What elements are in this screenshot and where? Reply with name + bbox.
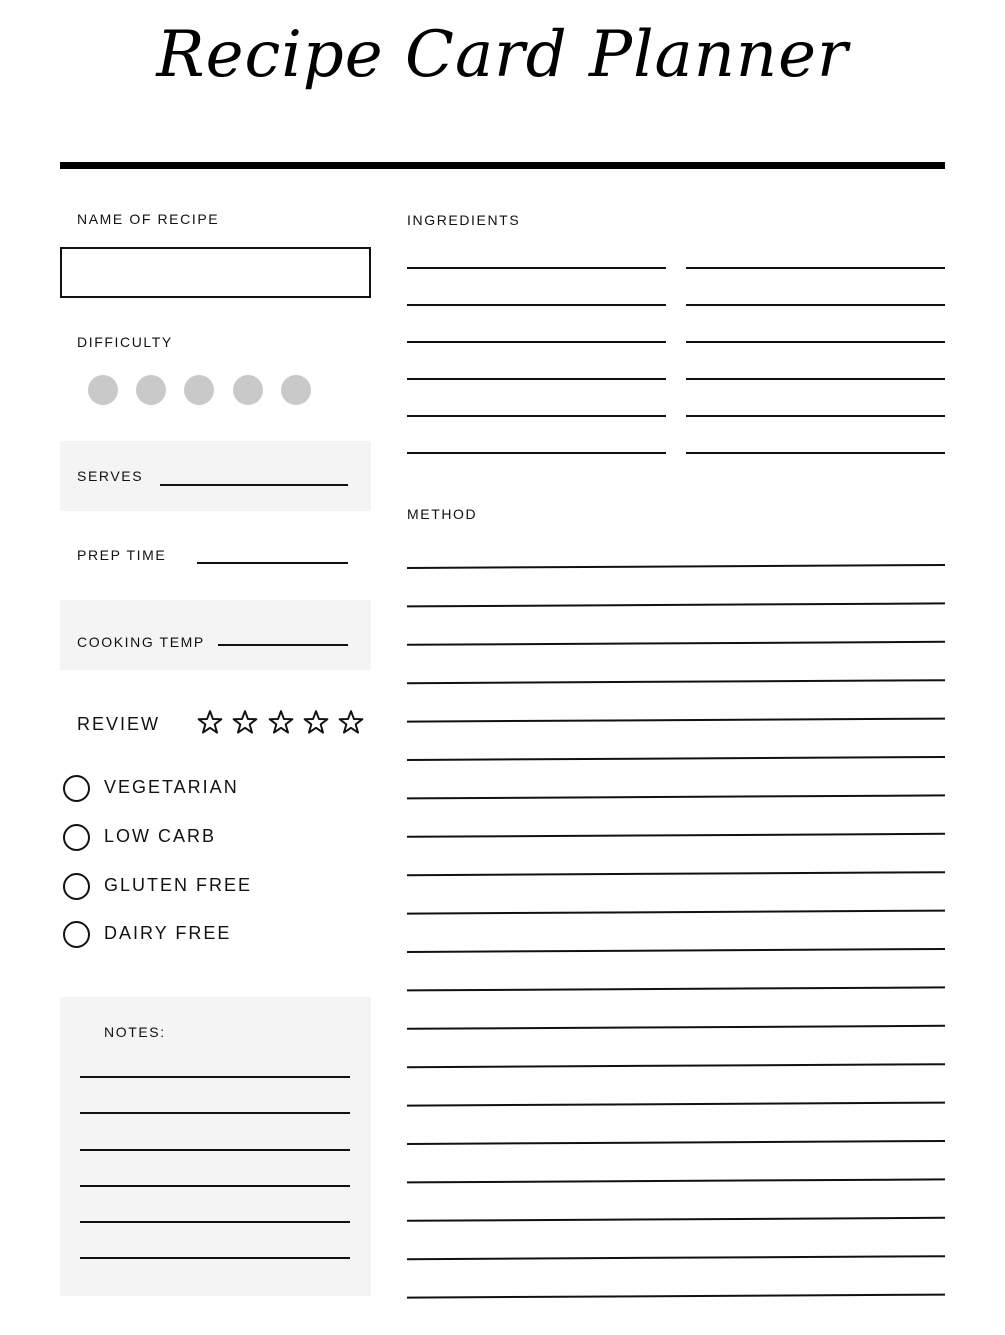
gluten-free-label: GLUTEN FREE [104,875,253,895]
method-line[interactable] [407,757,945,760]
method-line[interactable] [407,795,945,798]
difficulty-label: DIFFICULTY [77,334,173,350]
method-line[interactable] [407,949,945,952]
method-line[interactable] [407,987,945,990]
method-line[interactable] [407,1179,945,1182]
method-label: METHOD [407,506,478,522]
method-line[interactable] [407,680,945,683]
method-line[interactable] [407,1026,945,1029]
method-line[interactable] [407,1256,945,1259]
method-line[interactable] [407,1064,945,1067]
cooking-temp-label: COOKING TEMP [77,634,205,650]
method-line[interactable] [407,1141,945,1144]
method-line[interactable] [407,603,945,606]
method-line[interactable] [407,872,945,875]
notes-label: NOTES: [104,1024,166,1040]
review-label: REVIEW [77,714,161,734]
prep-time-label: PREP TIME [77,547,167,563]
ingredients-label: INGREDIENTS [407,212,521,228]
method-line[interactable] [407,565,945,568]
method-line[interactable] [407,1295,945,1298]
page-title: Recipe Card Planner [156,18,849,92]
serves-label: SERVES [77,468,144,484]
low-carb-label: LOW CARB [104,826,217,846]
method-line[interactable] [407,719,945,722]
method-line[interactable] [407,1218,945,1221]
vegetarian-label: VEGETARIAN [104,777,239,797]
method-line[interactable] [407,1103,945,1106]
name-of-recipe-label: NAME OF RECIPE [77,211,220,227]
method-line[interactable] [407,834,945,837]
dairy-free-label: DAIRY FREE [104,923,232,943]
method-line[interactable] [407,911,945,914]
method-line[interactable] [407,642,945,645]
